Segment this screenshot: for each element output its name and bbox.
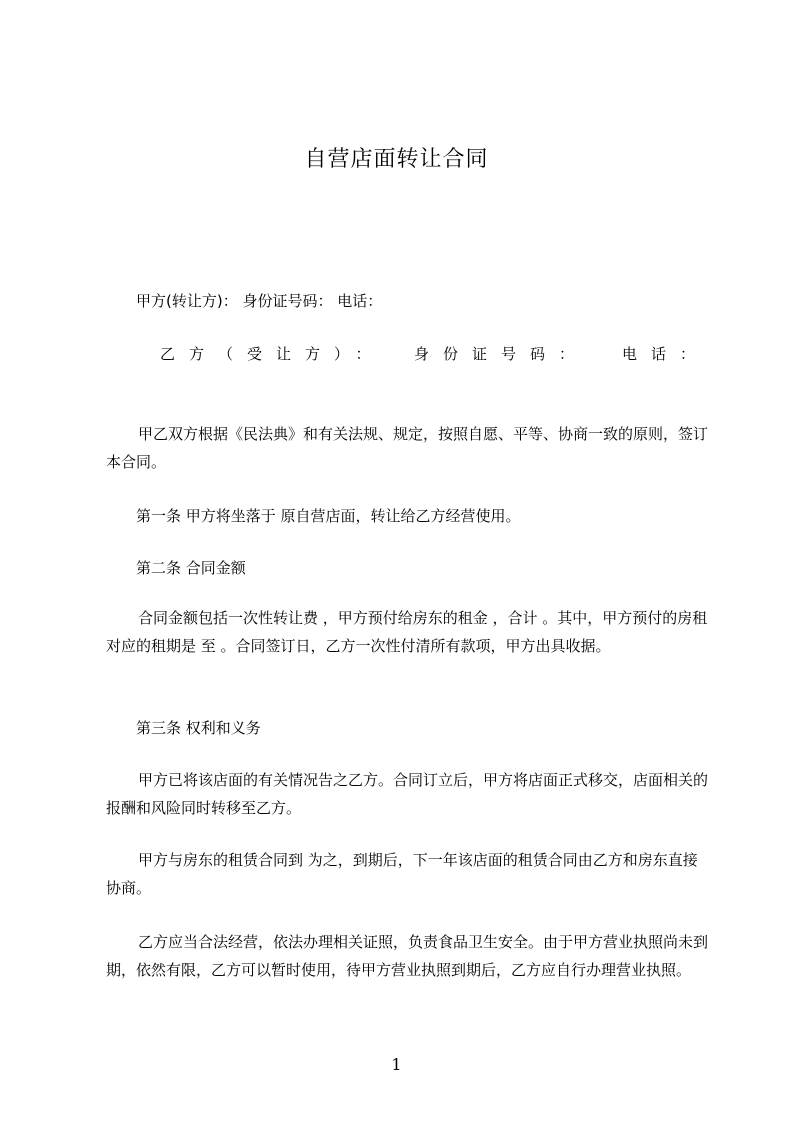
preamble-paragraph: 甲乙双方根据《民法典》和有关法规、规定，按照自愿、平等、协商一致的原则，签订本合同。 xyxy=(106,425,709,471)
article-2-heading: 第二条 合同金额 xyxy=(136,559,246,577)
party-b-phone: 电话： xyxy=(622,345,710,363)
article-1: 第一条 甲方将坐落于 原自营店面，转让给乙方经营使用。 xyxy=(136,507,521,525)
article-2-body: 合同金额包括一次性转让费 ，甲方预付给房东的租金 ，合计 。其中，甲方预付的房租对应的租期是 至 。合同签订日，乙方一次性付清所有款项，甲方出具收据。 xyxy=(106,609,708,655)
party-b-id: 身份证号码： xyxy=(414,345,589,363)
article-3-para-2: 甲方与房东的租赁合同到 为之，到期后，下一年该店面的租赁合同由乙方和房东直接协商。 xyxy=(106,851,698,897)
contract-title: 自营店面转让合同 xyxy=(304,147,489,172)
article-3-para-3: 乙方应当合法经营，依法办理相关证照，负责食品卫生安全。由于甲方营业执照尚未到期，依然有限，乙方可以暂时使用，待甲方营业执照到期后，乙方应自行办理营业执照。 xyxy=(106,933,709,979)
party-a-line: 甲方(转让方)： 身份证号码： 电话： xyxy=(136,292,383,310)
article-3-heading: 第三条 权利和义务 xyxy=(136,719,261,737)
article-3-para-1: 甲方已将该店面的有关情况告之乙方。合同订立后，甲方将店面正式移交，店面相关的报酬和风险同时转移至乙方。 xyxy=(106,771,709,817)
party-b-label: 乙方（受让方）： xyxy=(160,345,385,363)
page-number: 1 xyxy=(391,1055,402,1074)
